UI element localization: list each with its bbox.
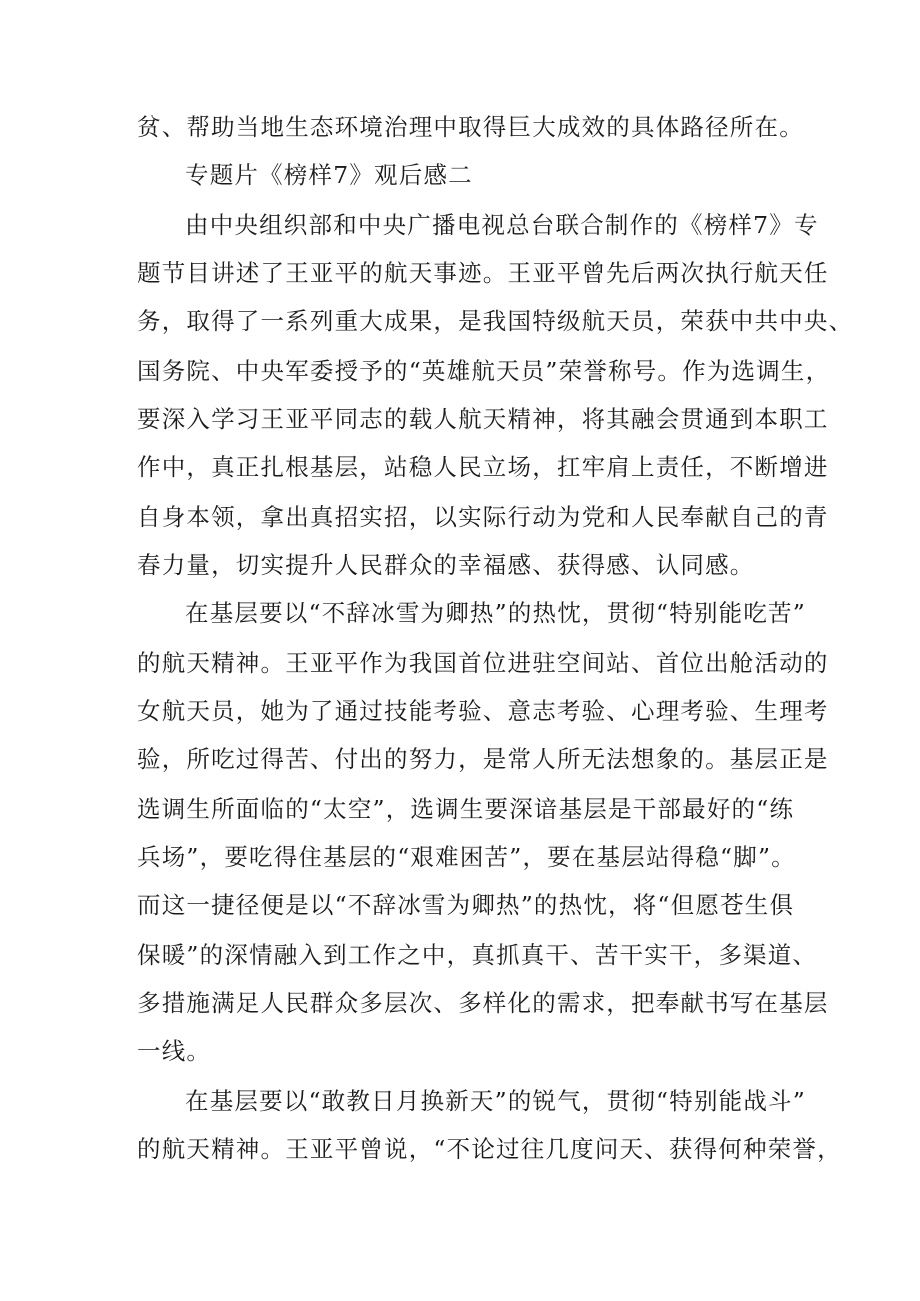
text-line: 兵场”，要吃得住基层的“艰难困苦”，要在基层站得稳“脚”。: [137, 843, 796, 871]
text-line: 选调生所面临的“太空”，选调生要深谙基层是干部最好的“练: [137, 795, 795, 823]
text-line: 贫、帮助当地生态环境治理中取得巨大成效的具体路径所在。: [137, 113, 804, 141]
text-line: 自身本领，拿出真招实招，以实际行动为党和人民奉献自己的青: [137, 503, 829, 531]
text-line: 春力量，切实提升人民群众的幸福感、获得感、认同感。: [137, 551, 755, 579]
text-line: 要深入学习王亚平同志的载人航天精神，将其融会贯通到本职工: [137, 405, 829, 433]
section-heading: 专题片《榜样7》观后感二: [185, 161, 473, 189]
text-line: 验，所吃过得苦、付出的努力，是常人所无法想象的。基层正是: [137, 745, 829, 773]
text-line: 的航天精神。王亚平作为我国首位进驻空间站、首位出舱活动的: [137, 649, 829, 677]
text-line: 而这一捷径便是以“不辞冰雪为卿热”的热忱，将“但愿苍生俱: [137, 891, 795, 919]
text-line: 由中央组织部和中央广播电视总台联合制作的《榜样7》专: [185, 211, 819, 239]
text-line: 多措施满足人民群众多层次、多样化的需求，把奉献书写在基层: [137, 989, 829, 1017]
text-line: 务，取得了一系列重大成果，是我国特级航天员，荣获中共中央、: [137, 307, 854, 335]
text-line: 作中，真正扎根基层，站稳人民立场，扛牢肩上责任，不断增进: [137, 453, 829, 481]
text-line: 在基层要以“不辞冰雪为卿热”的热忱，贯彻“特别能吃苦”: [185, 599, 806, 627]
text-line: 女航天员，她为了通过技能考验、意志考验、心理考验、生理考: [137, 697, 829, 725]
text-line: 国务院、中央军委授予的“英雄航天员”荣誉称号。作为选调生，: [137, 357, 831, 385]
text-line: 保暖”的深情融入到工作之中，真抓真干、苦干实干，多渠道、: [137, 941, 818, 969]
text-line: 题节目讲述了王亚平的航天事迹。王亚平曾先后两次执行航天任: [137, 259, 829, 287]
text-line: 在基层要以“敢教日月换新天”的锐气，贯彻“特别能战斗”: [185, 1087, 806, 1115]
text-line: 一线。: [137, 1037, 212, 1065]
text-line: 的航天精神。王亚平曾说，“不论过往几度问天、获得何种荣誉，: [137, 1135, 842, 1163]
